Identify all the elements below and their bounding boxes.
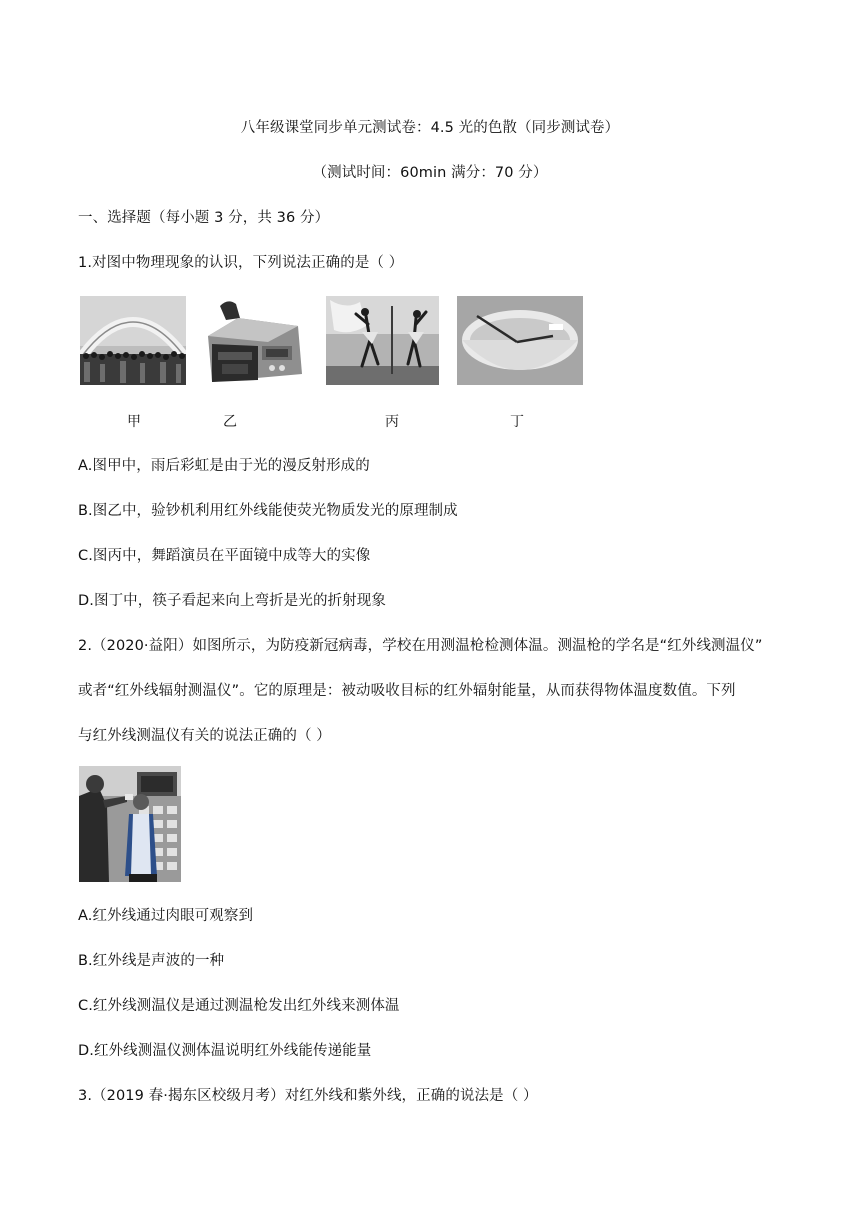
figure-temperature-check: [79, 766, 181, 882]
figure-jia-rainbow: [80, 296, 186, 385]
q2-option-d: D.红外线测温仪测体温说明红外线能传递能量: [78, 1043, 372, 1059]
question-2-stem-line-3: 与红外线测温仪有关的说法正确的（ ）: [78, 728, 331, 744]
q2-option-b: B.红外线是声波的一种: [78, 953, 225, 969]
q2-option-c: C.红外线测温仪是通过测温枪发出红外线来测体温: [78, 998, 400, 1014]
figure-caption-jia: 甲: [127, 414, 141, 430]
question-3-stem: 3.（2019 春·揭东区校级月考）对红外线和紫外线，正确的说法是（ ）: [78, 1088, 538, 1104]
figure-caption-ding: 丁: [510, 414, 524, 430]
q2-option-a: A.红外线通过肉眼可观察到: [78, 908, 254, 924]
figure-bing-dancer-mirror: [326, 296, 439, 385]
question-2-stem-line-1: 2.（2020·益阳）如图所示，为防疫新冠病毒，学校在用测温枪检测体温。测温枪的学名是“红外线测温仪”: [78, 638, 763, 654]
figure-caption-yi: 乙: [223, 414, 237, 430]
page-subtitle: （测试时间：60min 满分：70 分）: [312, 165, 548, 181]
q1-option-d: D.图丁中，筷子看起来向上弯折是光的折射现象: [78, 593, 386, 609]
q1-option-a: A.图甲中，雨后彩虹是由于光的漫反射形成的: [78, 458, 370, 474]
q1-option-c: C.图丙中，舞蹈演员在平面镜中成等大的实像: [78, 548, 371, 564]
question-2-stem-line-2: 或者“红外线辐射测温仪”。它的原理是：被动吸收目标的红外辐射能量，从而获得物体温度数值。下列: [78, 683, 736, 699]
question-1-stem: 1.对图中物理现象的认识，下列说法正确的是（ ）: [78, 255, 404, 271]
figure-caption-bing: 丙: [385, 414, 399, 430]
page-title: 八年级课堂同步单元测试卷：4.5 光的色散（同步测试卷）: [240, 120, 620, 136]
q1-option-b: B.图乙中，验钞机利用红外线能使荧光物质发光的原理制成: [78, 503, 458, 519]
figure-yi-money-detector: [198, 296, 308, 385]
figure-ding-bent-chopsticks: [457, 296, 583, 385]
section-heading: 一、选择题（每小题 3 分，共 36 分）: [78, 210, 330, 226]
